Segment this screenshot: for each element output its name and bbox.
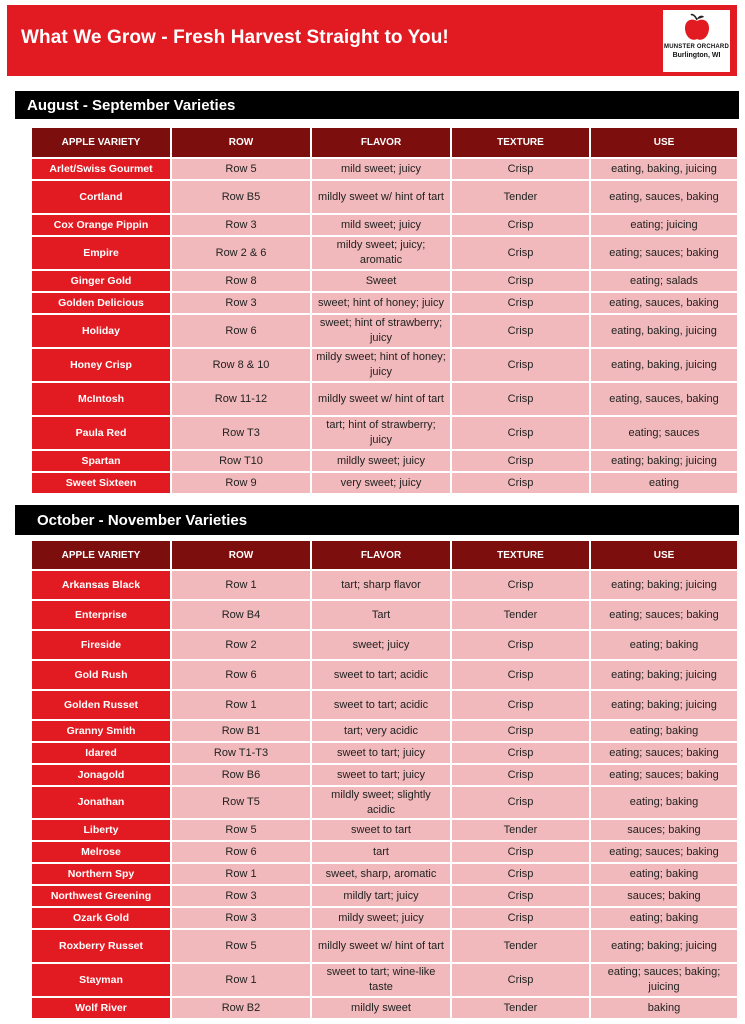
texture-cell: Crisp — [452, 237, 589, 269]
row-cell: Row 11-12 — [172, 383, 310, 415]
use-cell: eating; sauces; baking; juicing — [591, 964, 737, 996]
variety-name: McIntosh — [32, 383, 170, 415]
variety-name: Honey Crisp — [32, 349, 170, 381]
row-cell: Row 1 — [172, 691, 310, 719]
texture-cell: Crisp — [452, 215, 589, 235]
row-cell: Row 8 & 10 — [172, 349, 310, 381]
variety-name: Wolf River — [32, 998, 170, 1018]
row-cell: Row 2 — [172, 631, 310, 659]
variety-name: Cortland — [32, 181, 170, 213]
variety-name: Stayman — [32, 964, 170, 996]
variety-name: Empire — [32, 237, 170, 269]
table-row — [32, 417, 737, 449]
row-cell: Row B1 — [172, 721, 310, 741]
use-cell: eating, baking, juicing — [591, 349, 737, 381]
flavor-cell: tart; hint of strawberry; juicy — [312, 417, 450, 449]
use-cell: eating; baking; juicing — [591, 661, 737, 689]
flavor-cell: mild sweet; juicy — [312, 215, 450, 235]
flavor-cell: tart — [312, 842, 450, 862]
section-title-oct-nov: October - November Varieties — [15, 505, 739, 535]
table-row — [32, 842, 737, 862]
row-cell: Row 1 — [172, 864, 310, 884]
table-row — [32, 908, 737, 928]
table-row — [32, 473, 737, 493]
texture-cell: Tender — [452, 601, 589, 629]
table-row — [32, 159, 737, 179]
row-cell: Row 1 — [172, 571, 310, 599]
texture-cell: Tender — [452, 820, 589, 840]
use-cell: baking — [591, 998, 737, 1018]
varieties-table-oct-nov — [30, 539, 739, 1020]
flavor-cell: sweet to tart; juicy — [312, 743, 450, 763]
flavor-cell: sweet to tart; acidic — [312, 691, 450, 719]
use-cell: eating — [591, 473, 737, 493]
texture-cell: Crisp — [452, 721, 589, 741]
use-cell: eating; sauces; baking — [591, 765, 737, 785]
use-cell: eating; baking; juicing — [591, 930, 737, 962]
table-row — [32, 601, 737, 629]
texture-cell: Crisp — [452, 383, 589, 415]
table-row — [32, 743, 737, 763]
use-cell: eating; baking — [591, 631, 737, 659]
texture-cell: Crisp — [452, 886, 589, 906]
use-cell: eating, sauces, baking — [591, 383, 737, 415]
variety-name: Gold Rush — [32, 661, 170, 689]
table-row — [32, 787, 737, 818]
row-cell: Row 3 — [172, 215, 310, 235]
flavor-cell: sweet to tart — [312, 820, 450, 840]
texture-cell: Crisp — [452, 571, 589, 599]
variety-name: Spartan — [32, 451, 170, 471]
variety-name: Roxberry Russet — [32, 930, 170, 962]
variety-name: Enterprise — [32, 601, 170, 629]
use-cell: eating; baking — [591, 787, 737, 818]
texture-cell: Crisp — [452, 765, 589, 785]
use-cell: eating; baking — [591, 864, 737, 884]
section-title-aug-sep: August - September Varieties — [15, 91, 739, 119]
texture-cell: Crisp — [452, 964, 589, 996]
variety-name: Melrose — [32, 842, 170, 862]
logo-location: Burlington, WI — [672, 52, 721, 59]
column-header-row: ROW — [172, 128, 310, 157]
use-cell: eating; baking; juicing — [591, 691, 737, 719]
flavor-cell: mildly sweet w/ hint of tart — [312, 930, 450, 962]
row-cell: Row B4 — [172, 601, 310, 629]
flavor-cell: sweet; juicy — [312, 631, 450, 659]
texture-cell: Crisp — [452, 908, 589, 928]
variety-name: Sweet Sixteen — [32, 473, 170, 493]
variety-name: Arlet/Swiss Gourmet — [32, 159, 170, 179]
table-row — [32, 383, 737, 415]
texture-cell: Crisp — [452, 661, 589, 689]
flavor-cell: mildy sweet; hint of honey; juicy — [312, 349, 450, 381]
apple-icon — [682, 13, 712, 43]
table-row — [32, 691, 737, 719]
texture-cell: Crisp — [452, 691, 589, 719]
row-cell: Row 5 — [172, 820, 310, 840]
column-header-texture: TEXTURE — [452, 128, 589, 157]
row-cell: Row 6 — [172, 661, 310, 689]
table-row — [32, 181, 737, 213]
variety-name: Holiday — [32, 315, 170, 347]
row-cell: Row 5 — [172, 159, 310, 179]
table-row — [32, 349, 737, 381]
use-cell: eating; sauces; baking — [591, 237, 737, 269]
column-header-flavor: FLAVOR — [312, 541, 450, 569]
table-row — [32, 930, 737, 962]
texture-cell: Crisp — [452, 743, 589, 763]
flavor-cell: tart; very acidic — [312, 721, 450, 741]
variety-name: Golden Russet — [32, 691, 170, 719]
texture-cell: Crisp — [452, 631, 589, 659]
table-row — [32, 215, 737, 235]
use-cell: eating; sauces — [591, 417, 737, 449]
variety-name: Jonathan — [32, 787, 170, 818]
use-cell: sauces; baking — [591, 886, 737, 906]
use-cell: eating; sauces; baking — [591, 842, 737, 862]
use-cell: eating, sauces, baking — [591, 181, 737, 213]
texture-cell: Tender — [452, 181, 589, 213]
variety-name: Northern Spy — [32, 864, 170, 884]
table-header — [32, 541, 737, 569]
variety-name: Liberty — [32, 820, 170, 840]
row-cell: Row B6 — [172, 765, 310, 785]
table-row — [32, 765, 737, 785]
column-header-variety: APPLE VARIETY — [32, 541, 170, 569]
logo-name: MUNSTER ORCHARD — [664, 44, 729, 50]
flavor-cell: mildly sweet w/ hint of tart — [312, 383, 450, 415]
flavor-cell: mildly sweet; slightly acidic — [312, 787, 450, 818]
use-cell: eating; baking — [591, 721, 737, 741]
row-cell: Row 2 & 6 — [172, 237, 310, 269]
use-cell: eating; baking; juicing — [591, 451, 737, 471]
table-row — [32, 237, 737, 269]
row-cell: Row T10 — [172, 451, 310, 471]
row-cell: Row T3 — [172, 417, 310, 449]
variety-name: Ginger Gold — [32, 271, 170, 291]
flavor-cell: sweet; hint of strawberry; juicy — [312, 315, 450, 347]
use-cell: eating, sauces, baking — [591, 293, 737, 313]
row-cell: Row 6 — [172, 315, 310, 347]
flavor-cell: mildly sweet; juicy — [312, 451, 450, 471]
use-cell: eating; juicing — [591, 215, 737, 235]
texture-cell: Crisp — [452, 842, 589, 862]
use-cell: eating, baking, juicing — [591, 315, 737, 347]
page-title: What We Grow - Fresh Harvest Straight to You! — [21, 27, 449, 48]
column-header-variety: APPLE VARIETY — [32, 128, 170, 157]
page-header — [7, 5, 737, 76]
flavor-cell: Sweet — [312, 271, 450, 291]
texture-cell: Crisp — [452, 864, 589, 884]
flavor-cell: mild sweet; juicy — [312, 159, 450, 179]
use-cell: eating; salads — [591, 271, 737, 291]
flavor-cell: sweet to tart; wine-like taste — [312, 964, 450, 996]
variety-name: Idared — [32, 743, 170, 763]
table-header — [32, 128, 737, 157]
flavor-cell: mildly sweet w/ hint of tart — [312, 181, 450, 213]
column-header-row: ROW — [172, 541, 310, 569]
variety-name: Granny Smith — [32, 721, 170, 741]
row-cell: Row 8 — [172, 271, 310, 291]
table-row — [32, 451, 737, 471]
row-cell: Row 5 — [172, 930, 310, 962]
flavor-cell: sweet to tart; acidic — [312, 661, 450, 689]
use-cell: eating; baking; juicing — [591, 571, 737, 599]
texture-cell: Tender — [452, 998, 589, 1018]
flavor-cell: mildy sweet; juicy — [312, 908, 450, 928]
table-row — [32, 271, 737, 291]
column-header-flavor: FLAVOR — [312, 128, 450, 157]
variety-name: Arkansas Black — [32, 571, 170, 599]
texture-cell: Crisp — [452, 315, 589, 347]
variety-name: Fireside — [32, 631, 170, 659]
variety-name: Paula Red — [32, 417, 170, 449]
row-cell: Row 3 — [172, 886, 310, 906]
column-header-use: USE — [591, 128, 737, 157]
table-row — [32, 964, 737, 996]
row-cell: Row 9 — [172, 473, 310, 493]
flavor-cell: Tart — [312, 601, 450, 629]
row-cell: Row 3 — [172, 908, 310, 928]
table-row — [32, 998, 737, 1018]
texture-cell: Crisp — [452, 349, 589, 381]
table-row — [32, 864, 737, 884]
texture-cell: Tender — [452, 930, 589, 962]
column-header-use: USE — [591, 541, 737, 569]
row-cell: Row B2 — [172, 998, 310, 1018]
row-cell: Row T5 — [172, 787, 310, 818]
texture-cell: Crisp — [452, 473, 589, 493]
use-cell: eating; baking — [591, 908, 737, 928]
flavor-cell: mildly sweet — [312, 998, 450, 1018]
orchard-logo — [663, 10, 730, 72]
flavor-cell: mildly tart; juicy — [312, 886, 450, 906]
table-row — [32, 571, 737, 599]
variety-name: Golden Delicious — [32, 293, 170, 313]
table-row — [32, 631, 737, 659]
table-row — [32, 293, 737, 313]
texture-cell: Crisp — [452, 451, 589, 471]
variety-name: Jonagold — [32, 765, 170, 785]
row-cell: Row T1-T3 — [172, 743, 310, 763]
row-cell: Row 6 — [172, 842, 310, 862]
column-header-texture: TEXTURE — [452, 541, 589, 569]
texture-cell: Crisp — [452, 293, 589, 313]
table-row — [32, 315, 737, 347]
flavor-cell: sweet; hint of honey; juicy — [312, 293, 450, 313]
use-cell: eating, baking, juicing — [591, 159, 737, 179]
varieties-table-aug-sep — [30, 126, 739, 495]
texture-cell: Crisp — [452, 271, 589, 291]
row-cell: Row 1 — [172, 964, 310, 996]
table-row — [32, 886, 737, 906]
texture-cell: Crisp — [452, 417, 589, 449]
flavor-cell: sweet to tart; juicy — [312, 765, 450, 785]
table-row — [32, 820, 737, 840]
flavor-cell: sweet, sharp, aromatic — [312, 864, 450, 884]
variety-name: Northwest Greening — [32, 886, 170, 906]
flavor-cell: mildy sweet; juicy; aromatic — [312, 237, 450, 269]
row-cell: Row 3 — [172, 293, 310, 313]
variety-name: Ozark Gold — [32, 908, 170, 928]
table-row — [32, 661, 737, 689]
flavor-cell: very sweet; juicy — [312, 473, 450, 493]
flavor-cell: tart; sharp flavor — [312, 571, 450, 599]
use-cell: sauces; baking — [591, 820, 737, 840]
variety-name: Cox Orange Pippin — [32, 215, 170, 235]
row-cell: Row B5 — [172, 181, 310, 213]
use-cell: eating; sauces; baking — [591, 743, 737, 763]
use-cell: eating; sauces; baking — [591, 601, 737, 629]
table-row — [32, 721, 737, 741]
texture-cell: Crisp — [452, 787, 589, 818]
texture-cell: Crisp — [452, 159, 589, 179]
